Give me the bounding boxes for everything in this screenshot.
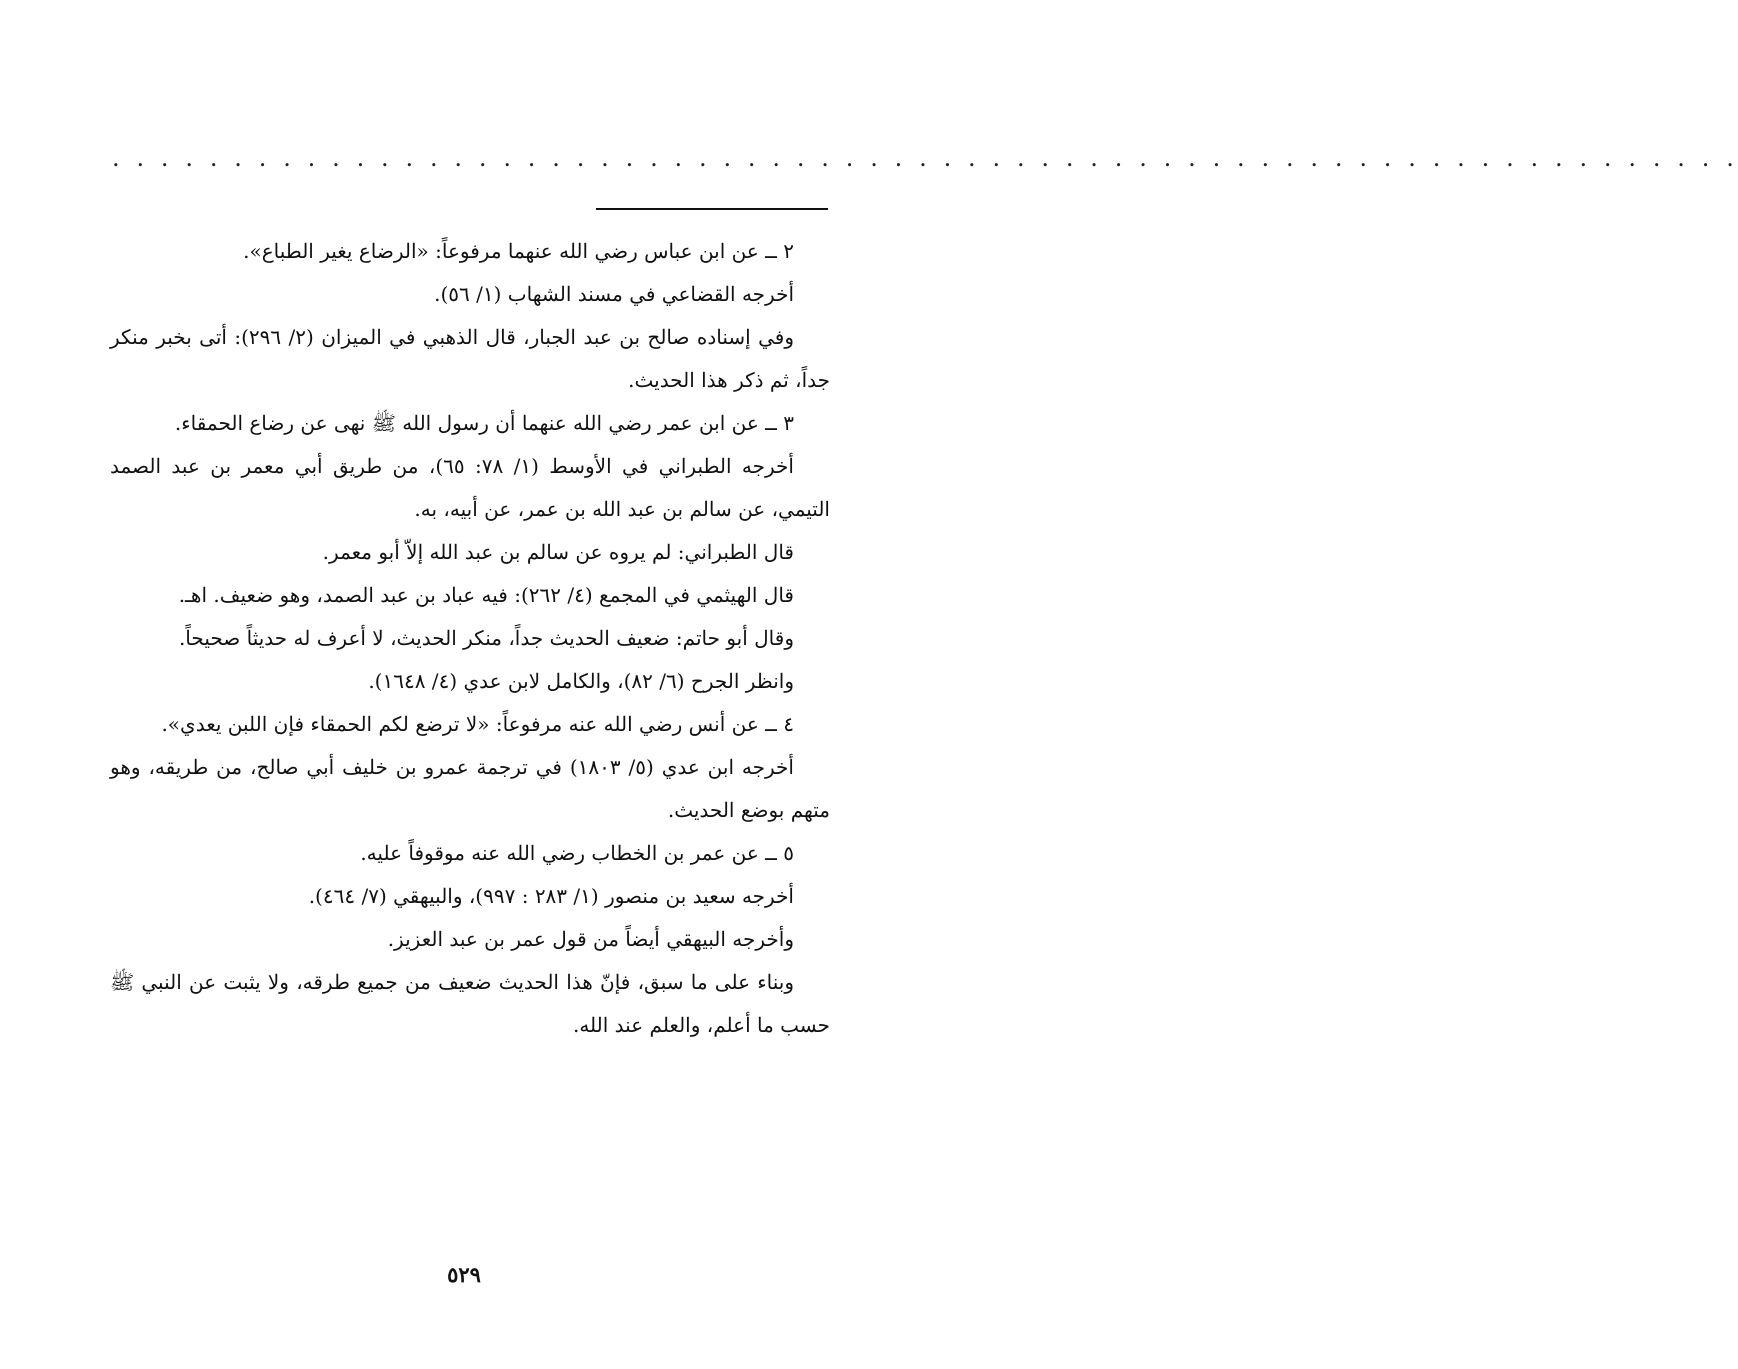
paragraph-isnad-salih: وفي إسناده صالح بن عبد الجبار، قال الذهبي في الميزان (٢/ ٢٩٦): أتى بخبر منكر جداً، ثم ذكر هذا الحديث. [110, 325, 830, 392]
paragraph-takhrij-qudai: أخرجه القضاعي في مسند الشهاب (١/ ٥٦). [434, 282, 794, 306]
paragraph-takhrij-ibn-adi: أخرجه ابن عدي (٥/ ١٨٠٣) في ترجمة عمرو بن خليف أبي صالح، من طريقه، وهو متهم بوضع الحديث. [110, 755, 830, 822]
paragraph-bayhaqi: وأخرجه البيهقي أيضاً من قول عمر بن عبد العزيز. [387, 927, 794, 951]
paragraph-tabarani-comment: قال الطبراني: لم يروه عن سالم بن عبد الله إلاّ أبو معمر. [322, 540, 794, 564]
paragraph-hadith-5: ٥ ــ عن عمر بن الخطاب رضي الله عنه موقوفاً عليه. [360, 841, 794, 865]
paragraph-conclusion: وبناء على ما سبق، فإنّ هذا الحديث ضعيف من جميع طرقه، ولا يثبت عن النبي ﷺ حسب ما أعلم، والعلم عند الله. [110, 970, 830, 1037]
footnote-rule [596, 208, 828, 210]
footnote-text [110, 230, 830, 1047]
paragraph-takhrij-said: أخرجه سعيد بن منصور (١/ ٢٨٣ : ٩٩٧)، والبيهقي (٧/ ٤٦٤). [308, 884, 794, 908]
paragraph-haythami: قال الهيثمي في المجمع (٤/ ٢٦٢): فيه عباد بن عبد الصمد، وهو ضعيف. اهـ. [178, 583, 794, 607]
dotted-separator: . . . . . . . . . . . . . . . . . . . . . . . . . . . . . . . . . . . . . . . . . . . . . . . . . . . . . . . . . . . . . . . . . . . [112, 144, 1738, 172]
paragraph-hadith-2: ٢ ــ عن ابن عباس رضي الله عنهما مرفوعاً: «الرضاع يغير الطباع». [243, 239, 794, 263]
page-number: ٥٢٩ [447, 1262, 481, 1287]
paragraph-hadith-3: ٣ ــ عن ابن عمر رضي الله عنهما أن رسول الله ﷺ نهى عن رضاع الحمقاء. [174, 411, 794, 435]
paragraph-abu-hatim: وقال أبو حاتم: ضعيف الحديث جداً، منكر الحديث، لا أعرف له حديثاً صحيحاً. [178, 626, 794, 650]
paragraph-takhrij-tabarani: أخرجه الطبراني في الأوسط (١/ ٧٨: ٦٥)، من طريق أبي معمر بن عبد الصمد التيمي، عن سالم بن عبد الله بن عمر، عن أبيه، به. [110, 454, 830, 521]
paragraph-references: وانظر الجرح (٦/ ٨٢)، والكامل لابن عدي (٤/ ١٦٤٨). [368, 669, 794, 693]
paragraph-hadith-4: ٤ ــ عن أنس رضي الله عنه مرفوعاً: «لا ترضع لكم الحمقاء فإن اللبن يعدي». [161, 712, 794, 736]
